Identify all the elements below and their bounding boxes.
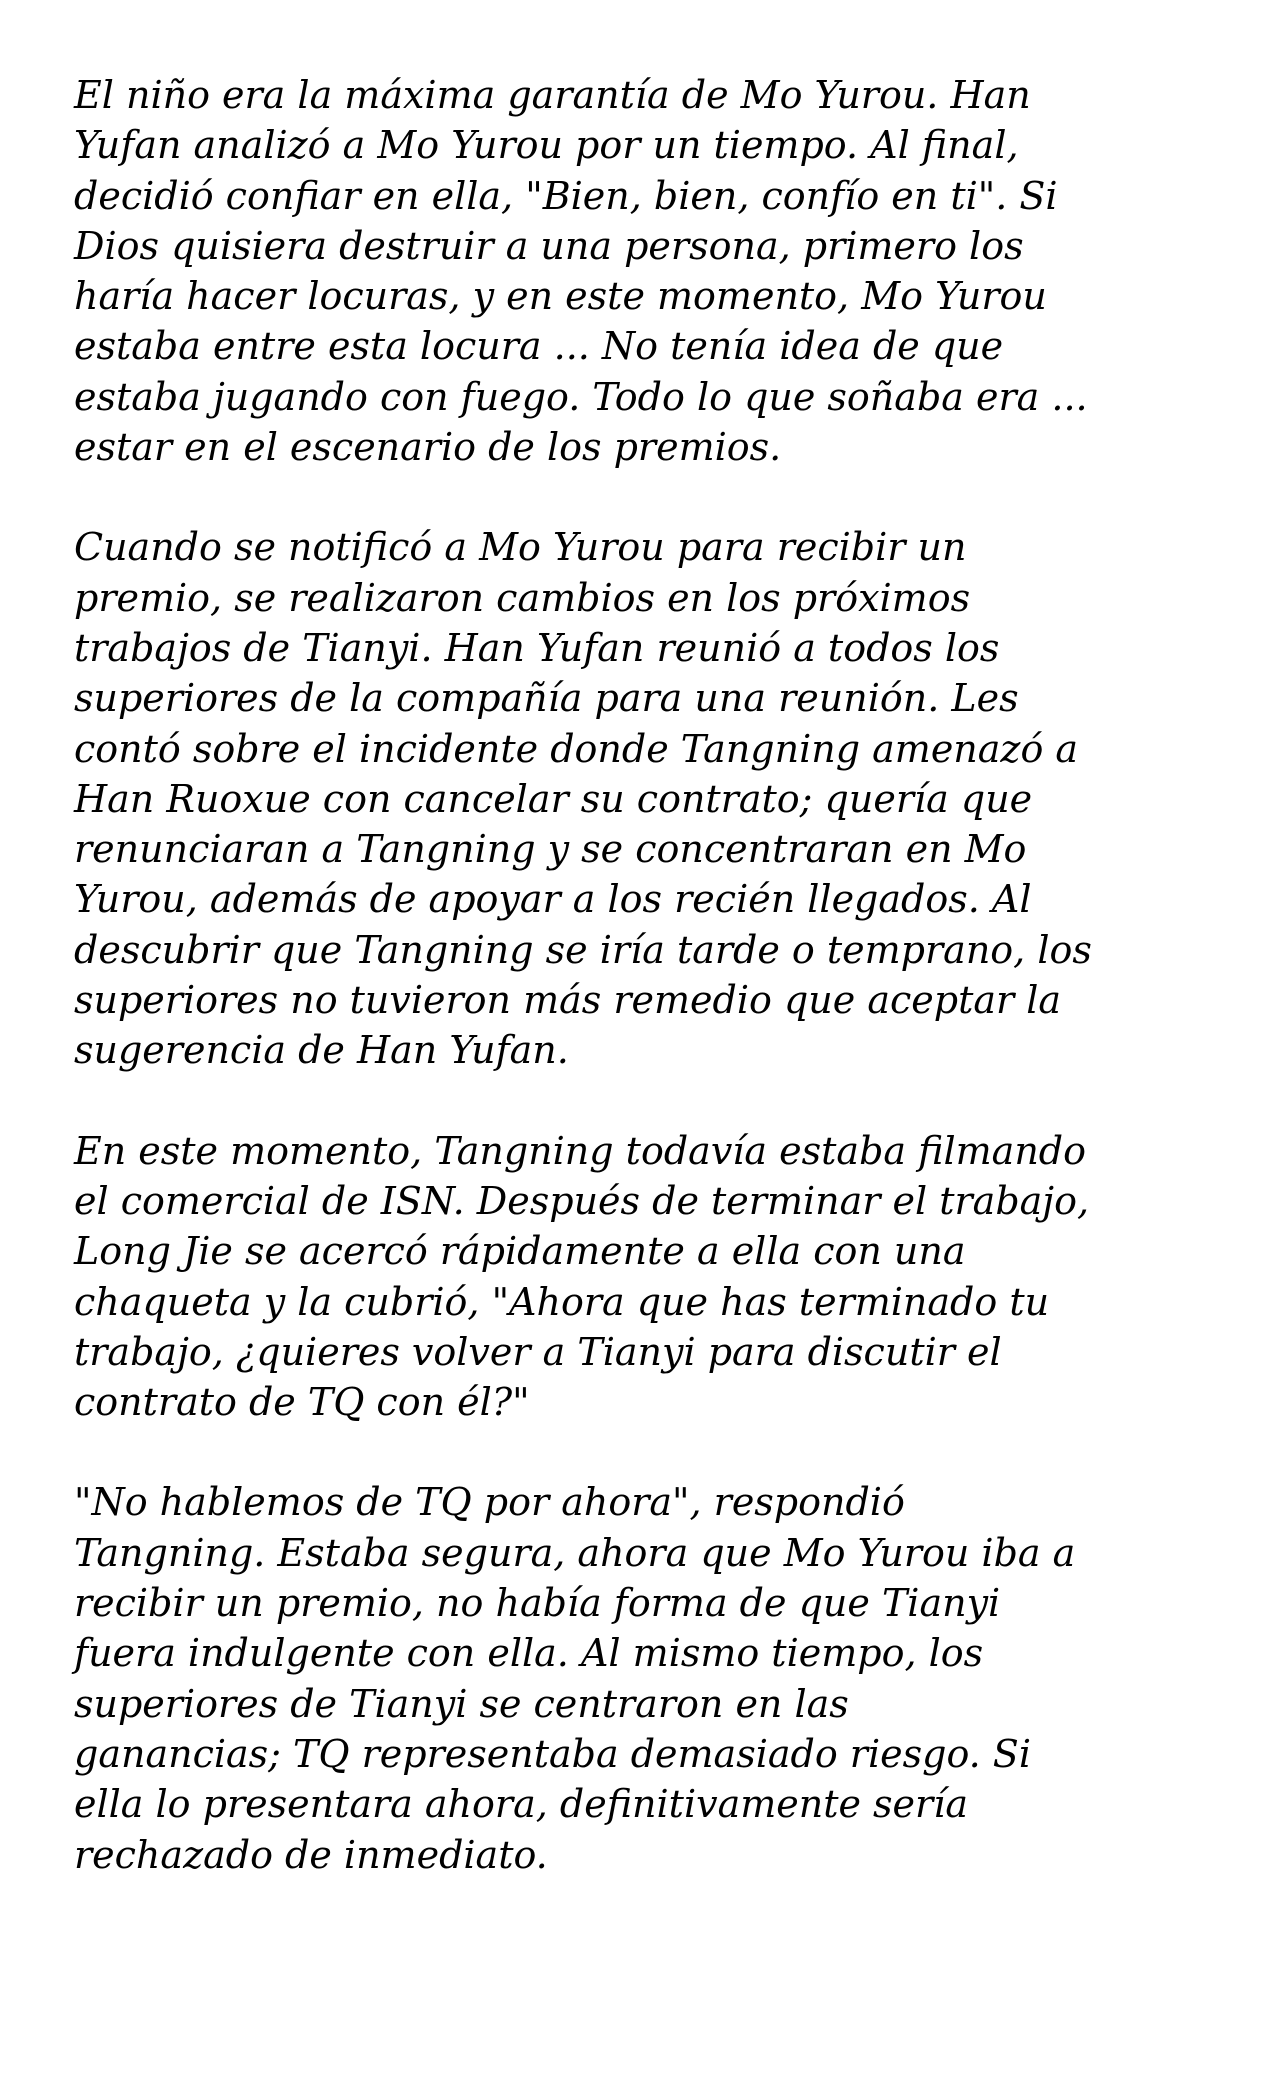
- story-text: [74, 70, 1219, 1930]
- paragraph-2: Cuando se notificó a Mo Yurou para recibir un premio, se realizaron cambios en los próximos trabajos de Tianyi. Han Yufan reunió a todos los superiores de la compañía para una reunión. Les contó sobre el incidente donde Tangning amenazó a Han Ruoxue con cancelar su contrato; quería que renunciaran a Tangning y se concentraran en Mo Yurou, además de apoyar a los recién llegados. Al descubrir que Tangning se iría tarde o temprano, los superiores no tuvieron más remedio que aceptar la sugerencia de Han Yufan.: [74, 525, 1092, 1073]
- paragraph-1: El niño era la máxima garantía de Mo Yurou. Han Yufan analizó a Mo Yurou por un tiempo. Al final, decidió confiar en ella, "Bien, bien, confío en ti". Si Dios quisiera destruir a una persona, primero los haría hacer locuras, y en este momento, Mo Yurou estaba entre esta locura ... No tenía idea de que estaba jugando con fuego. Todo lo que soñaba era ... estar en el escenario de los premios.: [74, 73, 1088, 470]
- paragraph-3: En este momento, Tangning todavía estaba filmando el comercial de ISN. Después de terminar el trabajo, Long Jie se acercó rápidamente a ella con una chaqueta y la cubrió, "Ahora que has terminado tu trabajo, ¿quieres volver a Tianyi para discutir el contrato de TQ con él?": [74, 1128, 1090, 1425]
- paragraph-4: "No hablemos de TQ por ahora", respondió Tangning. Estaba segura, ahora que Mo Yurou iba a recibir un premio, no había forma de que Tianyi fuera indulgente con ella. Al mismo tiempo, los superiores de Tianyi se centraron en las ganancias; TQ representaba demasiado riesgo. Si ella lo presentara ahora, definitivamente sería rechazado de inmediato.: [74, 1480, 1076, 1877]
